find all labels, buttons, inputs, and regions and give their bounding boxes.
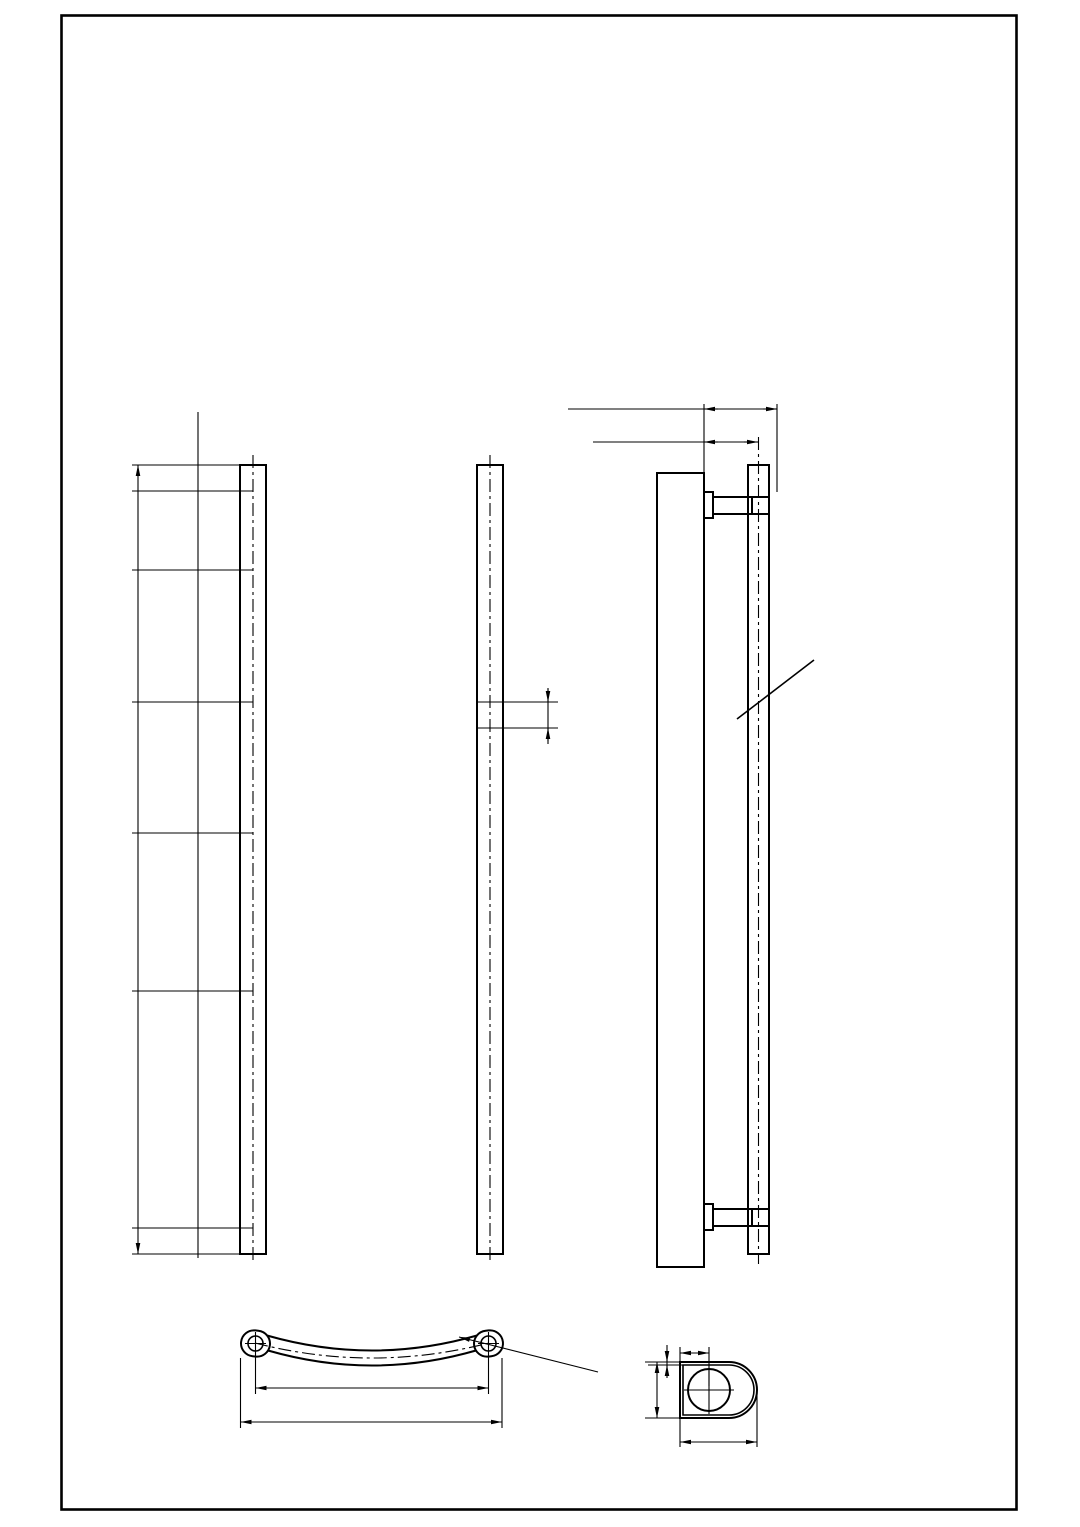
front-view-drawing	[132, 412, 558, 1264]
spec-row	[118, 294, 130, 319]
bottom-view-drawing	[240, 1329, 598, 1428]
side-view-drawing	[568, 404, 814, 1267]
detail-view-drawing	[645, 1345, 757, 1447]
sheet-border	[62, 16, 1017, 1510]
